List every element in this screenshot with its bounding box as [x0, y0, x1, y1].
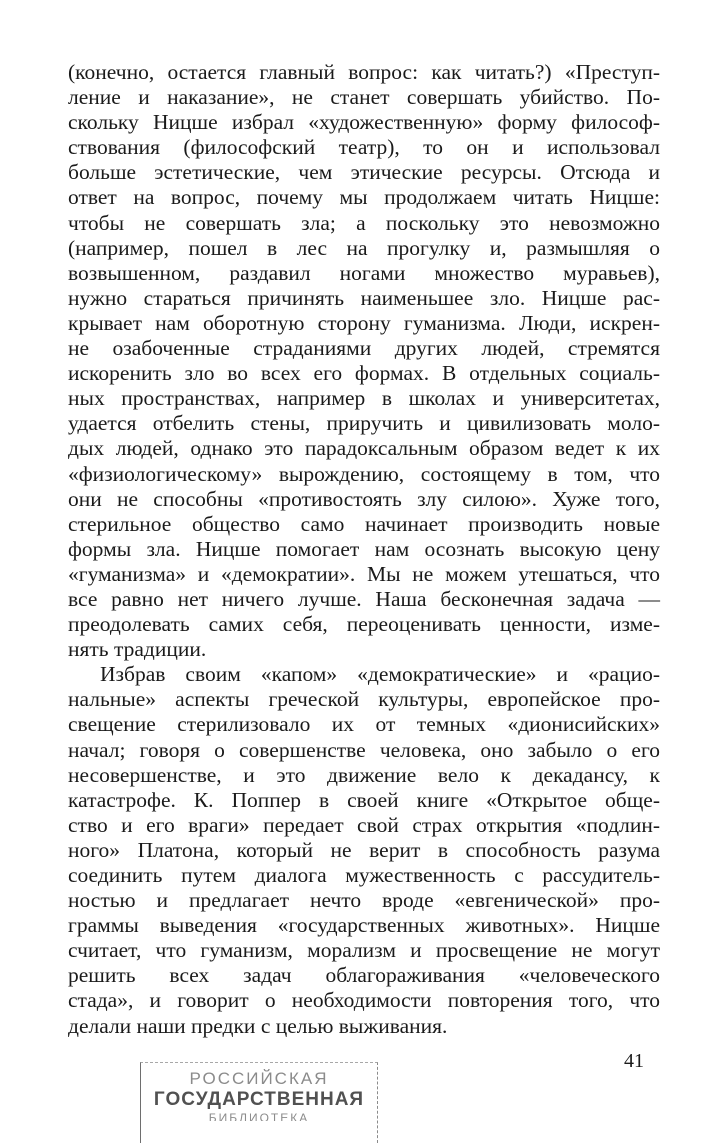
text-line: соединить путем диалога мужественность с рассудитель-: [68, 863, 660, 887]
text-line: ных пространствах, например в школах и университетах,: [68, 386, 660, 411]
text-line: ство и его враги» передает свой страх открытия «подлин-: [68, 812, 660, 837]
text-line: ответ на вопрос, почему мы продолжаем читать Ницше:: [68, 185, 660, 210]
library-stamp: [140, 1062, 378, 1143]
text-line: возвышенном, раздавил ногами множество муравьев),: [68, 260, 660, 285]
text-line: чтобы не совершать зла; а поскольку это невозможно: [68, 210, 660, 235]
text-line: (например, пошел в лес на прогулку и, размышляя о: [68, 235, 660, 260]
text-line: стерильное общество само начинает производить новые: [68, 511, 660, 536]
stamp-line: РОССИЙСКАЯ: [189, 1069, 329, 1088]
text-line: (конечно, остается главный вопрос: как читать?) «Преступ-: [68, 60, 660, 84]
text-line: преодолевать самих себя, переоценивать ценности, изме-: [68, 612, 660, 637]
text-line: нальные» аспекты греческой культуры, европейское про-: [68, 687, 660, 712]
text-line: ствования (философский театр), то он и использовал: [68, 135, 660, 160]
text-line: ление и наказание», не станет совершать убийство. По-: [68, 85, 660, 110]
text-line: делали наши предки с целью выживания.: [68, 1013, 448, 1038]
text-line: нять традиции.: [68, 637, 207, 662]
text-line: ного» Платона, который не верит в способность разума: [68, 837, 660, 862]
text-line: начал; говоря о совершенстве человека, оно забыло о его: [68, 737, 660, 762]
text-line: ностью и предлагает нечто вроде «евгенической» про-: [68, 888, 660, 913]
text-line: не озабоченные страданиями других людей, стремятся: [68, 336, 660, 361]
stamp-line: БИБЛИОТЕКА: [208, 1111, 310, 1121]
text-line: «физиологическому» вырождению, состоящему в том, что: [68, 461, 660, 486]
text-line: нужно стараться причинять наименьшее зло. Ницше рас-: [68, 285, 660, 310]
text-line: они не способны «противостоять злу силою». Хуже того,: [68, 486, 660, 511]
text-line: больше эстетические, чем этические ресурсы. Отсюда и: [68, 160, 660, 185]
text-line: скольку Ницше избрал «художественную» форму философ-: [68, 110, 660, 135]
body-text: [68, 60, 660, 1039]
text-line: крывает нам оборотную сторону гуманизма. Люди, искрен-: [68, 310, 660, 335]
paragraph-2: [68, 662, 660, 1038]
text-line: формы зла. Ницше помогает нам осознать высокую цену: [68, 536, 660, 561]
text-line: Избрав своим «капом» «демократические» и «рацио-: [100, 662, 660, 687]
paragraph-1: [68, 60, 660, 662]
page-number: 41: [624, 1050, 644, 1072]
text-line: несовершенстве, и это движение вело к декадансу, к: [68, 762, 660, 787]
stamp-line: ГОСУДАРСТВЕННАЯ: [153, 1089, 365, 1110]
text-line: решить всех задач облагораживания «человеческого: [68, 963, 660, 988]
text-line: удается отбелить стены, приручить и цивилизовать моло-: [68, 411, 660, 436]
text-line: свещение стерилизовало их от темных «дионисийских»: [68, 712, 660, 737]
text-line: дых людей, однако это парадоксальным образом ведет к их: [68, 436, 660, 461]
text-line: граммы выведения «государственных животных». Ницше: [68, 913, 660, 938]
text-line: искоренить зло во всех его формах. В отдельных социаль-: [68, 361, 660, 386]
text-line: катастрофе. К. Поппер в своей книге «Открытое обще-: [68, 787, 660, 812]
text-line: считает, что гуманизм, морализм и просвещение не могут: [68, 938, 660, 963]
text-line: все равно нет ничего лучше. Наша бесконечная задача —: [68, 586, 660, 611]
text-line: стада», и говорит о необходимости повторения того, что: [68, 988, 660, 1013]
text-line: «гуманизма» и «демократии». Мы не можем утешаться, что: [68, 561, 660, 586]
